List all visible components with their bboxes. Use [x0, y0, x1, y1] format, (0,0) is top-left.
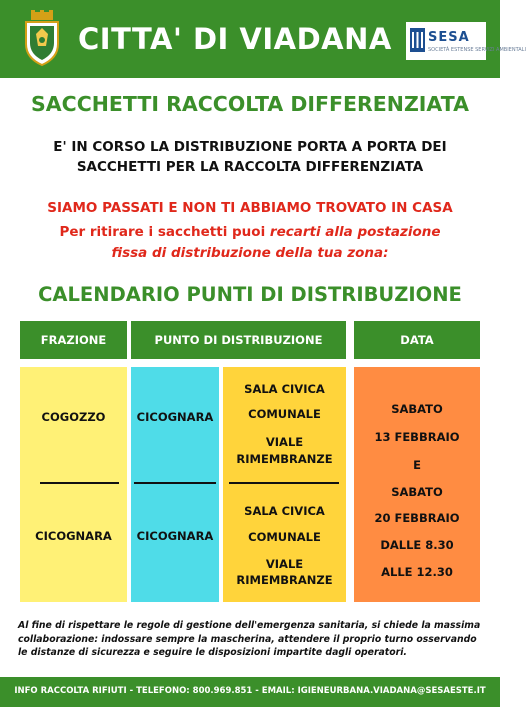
row1-sede-line2: COMUNALE	[248, 407, 321, 421]
notice-heading: SIAMO PASSATI E NON TI ABBIAMO TROVATO IN CASA	[47, 200, 453, 216]
sesa-logo-text: SESA	[428, 30, 470, 45]
main-title: SACCHETTI RACCOLTA DIFFERENZIATA	[31, 92, 469, 116]
row1-sede-line4: RIMEMBRANZE	[236, 452, 333, 466]
data-line-6: DALLE 8.30	[380, 538, 454, 552]
sesa-logo-subtext: SOCIETÀ ESTENSE SERVIZI AMBIENTALI	[428, 47, 526, 53]
row2-punto: CICOGNARA	[136, 529, 214, 543]
subtitle-line-2: SACCHETTI PER LA RACCOLTA DIFFERENZIATA	[76, 159, 424, 175]
footer-bar	[0, 677, 500, 707]
city-crest-icon	[22, 10, 62, 66]
header-frazione: FRAZIONE	[20, 321, 127, 359]
notice-subtext	[0, 222, 500, 264]
row1-frazione: COGOZZO	[41, 410, 106, 424]
data-line-4: SABATO	[391, 485, 443, 499]
data-line-3: E	[413, 458, 421, 472]
row2-frazione: CICOGNARA	[35, 529, 112, 543]
subtitle	[0, 137, 500, 177]
data-line-7: ALLE 12.30	[381, 565, 453, 579]
separator-localita	[134, 482, 216, 484]
row1-sede-line1: SALA CIVICA	[244, 382, 325, 396]
row2-sede-line4: RIMEMBRANZE	[236, 573, 333, 587]
sesa-logo	[406, 22, 526, 60]
column-frazione	[20, 367, 127, 602]
row2-sede-line2: COMUNALE	[248, 530, 321, 544]
city-title: CITTA' DI VIADANA	[78, 22, 392, 56]
footer-contact-info: INFO RACCOLTA RIFIUTI - TELEFONO: 800.969.851 - EMAIL: IGIENEURBANA.VIADANA@SESAESTE.IT	[14, 686, 486, 696]
header-punto-distribuzione: PUNTO DI DISTRIBUZIONE	[131, 321, 346, 359]
data-line-2: 13 FEBBRAIO	[374, 430, 460, 444]
column-localita	[131, 367, 219, 602]
row1-punto: CICOGNARA	[136, 410, 214, 424]
separator-sede	[229, 482, 339, 484]
sesa-mark-icon	[410, 28, 425, 52]
header-bar	[0, 0, 526, 78]
calendar-title: CALENDARIO PUNTI DI DISTRIBUZIONE	[38, 283, 462, 306]
notice-sub-italic: recarti alla postazione	[269, 224, 441, 240]
header-data: DATA	[354, 321, 480, 359]
separator-frazione	[40, 482, 119, 484]
notice-sub-line2: fissa di distribuzione della tua zona:	[111, 245, 389, 261]
subtitle-line-1: E' IN CORSO LA DISTRIBUZIONE PORTA A PORTA DEI	[53, 139, 447, 155]
row2-sede-line3: VIALE	[265, 557, 304, 571]
row1-sede-line3: VIALE	[265, 435, 304, 449]
footnote: Al fine di rispettare le regole di gestione dell'emergenza sanitaria, si chiede la massima collaborazione: indossare sempre la mascherina, attendere il proprio turno osservando le distanze di sicurezza e seguire le disposizioni impartite dagli operatori.	[18, 620, 481, 658]
notice-sub-part1: Per ritirare i sacchetti puoi	[59, 224, 270, 240]
data-line-1: SABATO	[391, 402, 443, 416]
data-line-5: 20 FEBBRAIO	[374, 511, 460, 525]
row2-sede-line1: SALA CIVICA	[244, 504, 325, 518]
